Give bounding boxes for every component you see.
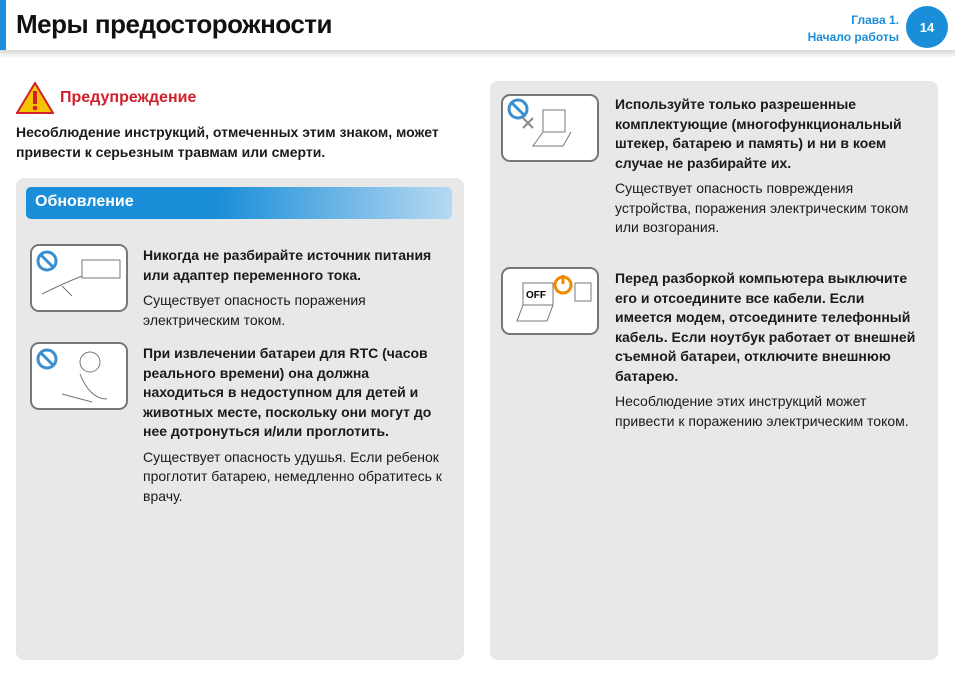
adapter-illustration: [30, 244, 128, 312]
warning-item: [143, 344, 453, 506]
item-text: Существует опасность поражения электрическим током.: [143, 292, 366, 328]
item-bold: Используйте только разрешенные комплектующие (многофункциональный штекер, батарею и память) и ни в коем случае не разбирайте их.: [615, 96, 902, 171]
warning-item: [615, 269, 925, 431]
child-battery-illustration: [30, 342, 128, 410]
item-bold: При извлечении батареи для RTC (часов реального времени) она должна находиться в недоступном для детей и животных месте, поскольку они могут до нее дотронуться и/или проглотить.: [143, 345, 432, 439]
chapter-label: [808, 12, 899, 46]
header-divider: [0, 50, 955, 58]
section-heading: Обновление: [26, 187, 452, 219]
warning-label: Предупреждение: [60, 89, 197, 106]
prohibited-icon: [503, 96, 597, 160]
warning-triangle-icon: [16, 82, 54, 114]
prohibited-icon: [32, 344, 126, 408]
warning-text: Несоблюдение инструкций, отмеченных этим знаком, может привести к серьезным травмам или смерти.: [16, 124, 439, 160]
components-illustration: [501, 94, 599, 162]
page-title: Меры предосторожности: [16, 9, 333, 39]
page-number-badge: 14: [906, 6, 948, 48]
svg-text:OFF: OFF: [526, 290, 546, 301]
chapter-name: Начало работы: [807, 30, 899, 44]
item-text: Существует опасность удушья. Если ребенок проглотит батарею, немедленно обратитесь к врачу.: [143, 448, 442, 504]
left-panel: [16, 178, 464, 660]
chapter-number: Глава 1.: [851, 13, 899, 27]
item-bold: Никогда не разбирайте источник питания или адаптер переменного тока.: [143, 247, 432, 283]
warning-heading: [16, 82, 196, 114]
warning-item: [615, 95, 925, 238]
item-text: Несоблюдение этих инструкций может привести к поражению электрическим током.: [615, 393, 909, 429]
power-icon: [503, 269, 597, 333]
item-bold: Перед разборкой компьютера выключите его и отсоедините все кабели. Если имеется модем, отсоедините телефонный кабель. Если ноутбук работает от внешней съемной батареи, отключите внешнюю батарею.: [615, 270, 916, 384]
header-accent-bar: [0, 0, 6, 50]
right-panel: [490, 81, 938, 660]
prohibited-icon: [32, 246, 126, 310]
warning-item: [143, 246, 453, 330]
item-text: Существует опасность повреждения устройства, поражения электрическим током или возгорания.: [615, 180, 909, 235]
power-off-illustration: [501, 267, 599, 335]
